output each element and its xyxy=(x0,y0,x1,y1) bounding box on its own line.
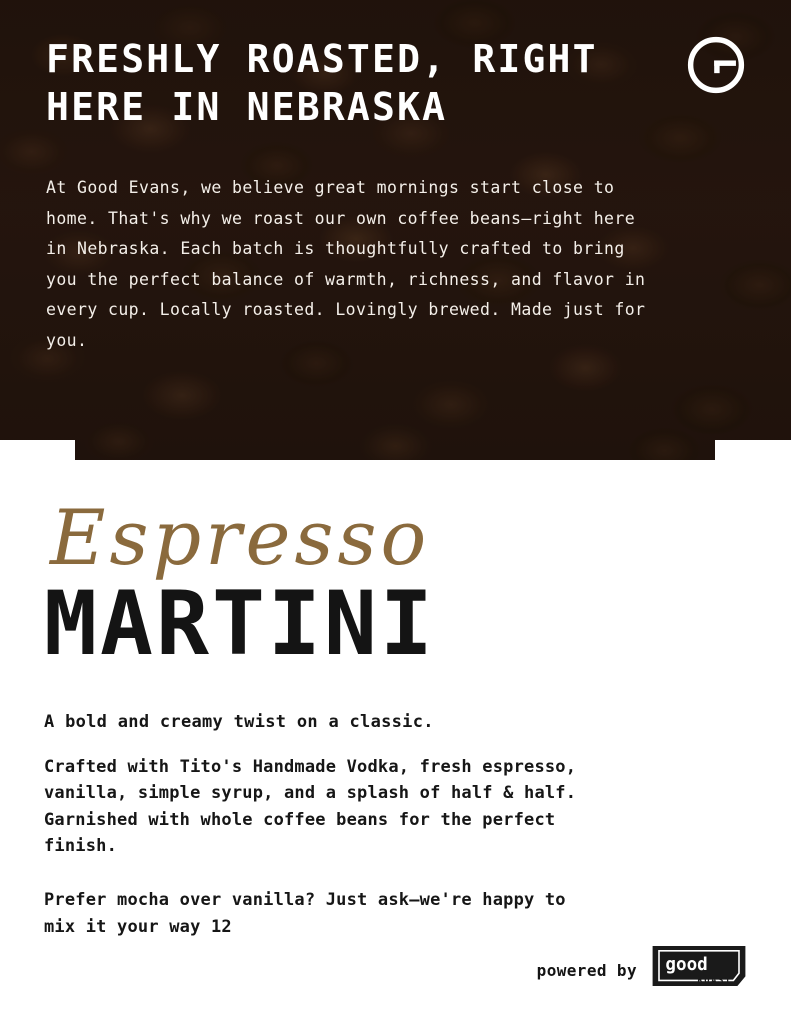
drink-section xyxy=(0,460,791,940)
good-roast-logo-icon xyxy=(651,944,747,996)
hero-corner-notch-right xyxy=(715,440,791,460)
drink-tagline: A bold and creamy twist on a classic. xyxy=(44,712,434,732)
powered-by-label: powered by xyxy=(536,960,637,980)
good-roast-monogram-icon xyxy=(687,36,745,94)
drink-name: MARTINI xyxy=(44,572,436,675)
footer xyxy=(537,944,747,996)
svg-text:ROAST: ROAST xyxy=(697,975,732,986)
svg-text:good: good xyxy=(665,955,708,975)
drink-description: Crafted with Tito's Handmade Vodka, fresh espresso, vanilla, simple syrup, and a splash of half & half. Garnished with whole coffee beans for the perfect finish. xyxy=(44,757,577,857)
hero-section xyxy=(0,0,791,460)
hero-body-text: At Good Evans, we believe great mornings start close to home. That's why we roast our own coffee beans—right here in Nebraska. Each batch is thoughtfully crafted to bring you the perfect balance of warmth, richness, and flavor in every cup. Locally roasted. Lovingly brewed. Made just for you. xyxy=(46,178,646,350)
hero-content xyxy=(0,0,791,356)
hero-corner-notch-left xyxy=(0,440,75,460)
drink-script-word: Espresso xyxy=(50,493,431,582)
page-title: FRESHLY ROASTED, RIGHT HERE IN NEBRASKA xyxy=(46,37,598,129)
drink-note: Prefer mocha over vanilla? Just ask—we're happy to mix it your way 12 xyxy=(44,890,566,937)
